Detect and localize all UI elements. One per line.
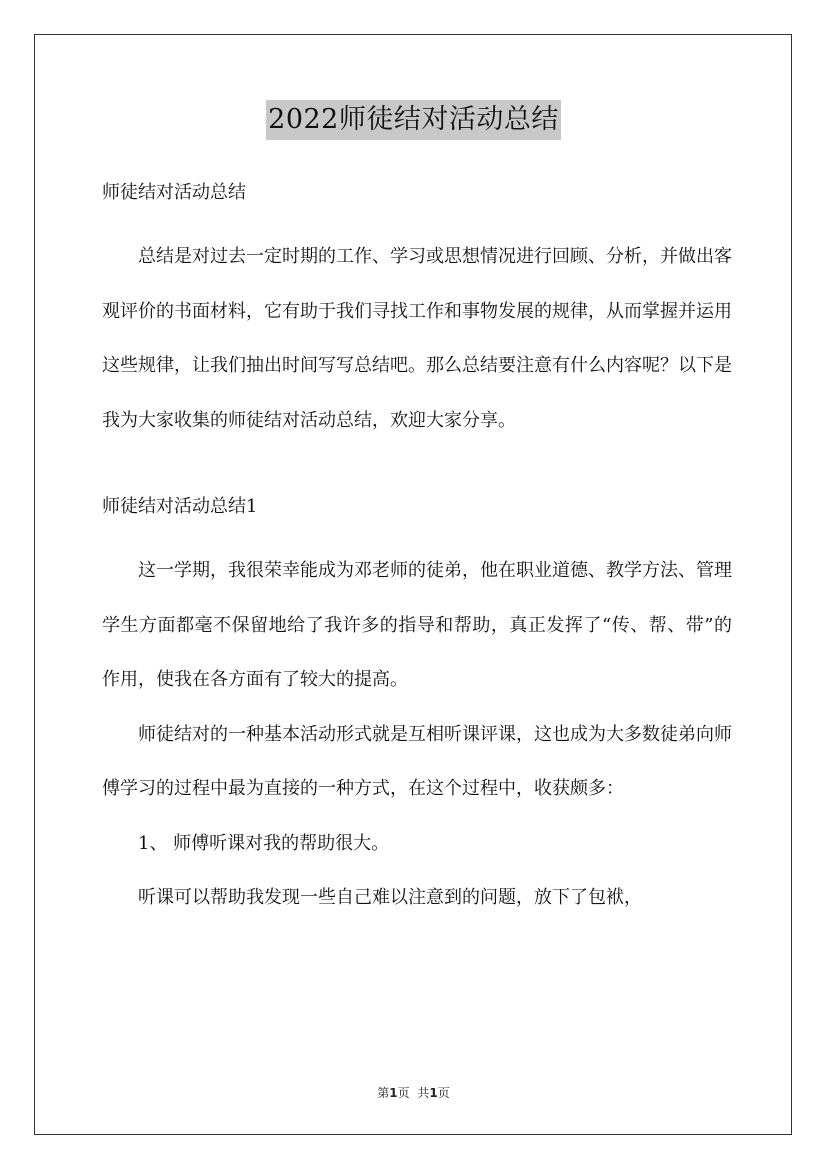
page-suffix: 页 — [397, 1086, 410, 1100]
section1-paragraph: 这一学期，我很荣幸能成为邓老师的徒弟，他在职业道德、教学方法、管理学生方面都毫不保留地给了我许多的指导和帮助，真正发挥了“传、帮、带”的作用，使我在各方面有了较大的提高。 — [102, 560, 732, 690]
section1-paragraph: 听课可以帮助我发现一些自己难以注意到的问题，放下了包袱， — [138, 887, 642, 908]
section1-paragraph: 师徒结对的一种基本活动形式就是互相听课评课，这也成为大多数徒弟向师傅学习的过程中最为直接的一种方式，在这个过程中，收获颇多： — [102, 723, 732, 799]
document-body — [102, 174, 732, 926]
total-pages: 1 — [429, 1086, 438, 1100]
total-prefix: 共 — [417, 1086, 430, 1100]
intro-heading: 师徒结对活动总结 — [102, 182, 246, 203]
section1-heading: 师徒结对活动总结1 — [102, 496, 258, 517]
page-footer — [0, 1084, 827, 1101]
title-container — [0, 100, 827, 140]
section1-list-item: 1、 师傅听课对我的帮助很大。 — [138, 832, 390, 854]
intro-paragraph: 总结是对过去一定时期的工作、学习或思想情况进行回顾、分析，并做出客观评价的书面材料，它有助于我们寻找工作和事物发展的规律，从而掌握并运用这些规律，让我们抽出时间写写总结吧。那么总结要注意有什么内容呢？以下是我为大家收集的师徒结对活动总结，欢迎大家分享。 — [102, 246, 732, 431]
total-suffix: 页 — [437, 1086, 450, 1100]
spacer — [102, 448, 732, 488]
spacer — [102, 212, 732, 230]
document-title: 2022师徒结对活动总结 — [266, 100, 561, 140]
page-number: 1 — [389, 1086, 398, 1100]
spacer — [102, 526, 732, 544]
page-prefix: 第 — [377, 1086, 390, 1100]
